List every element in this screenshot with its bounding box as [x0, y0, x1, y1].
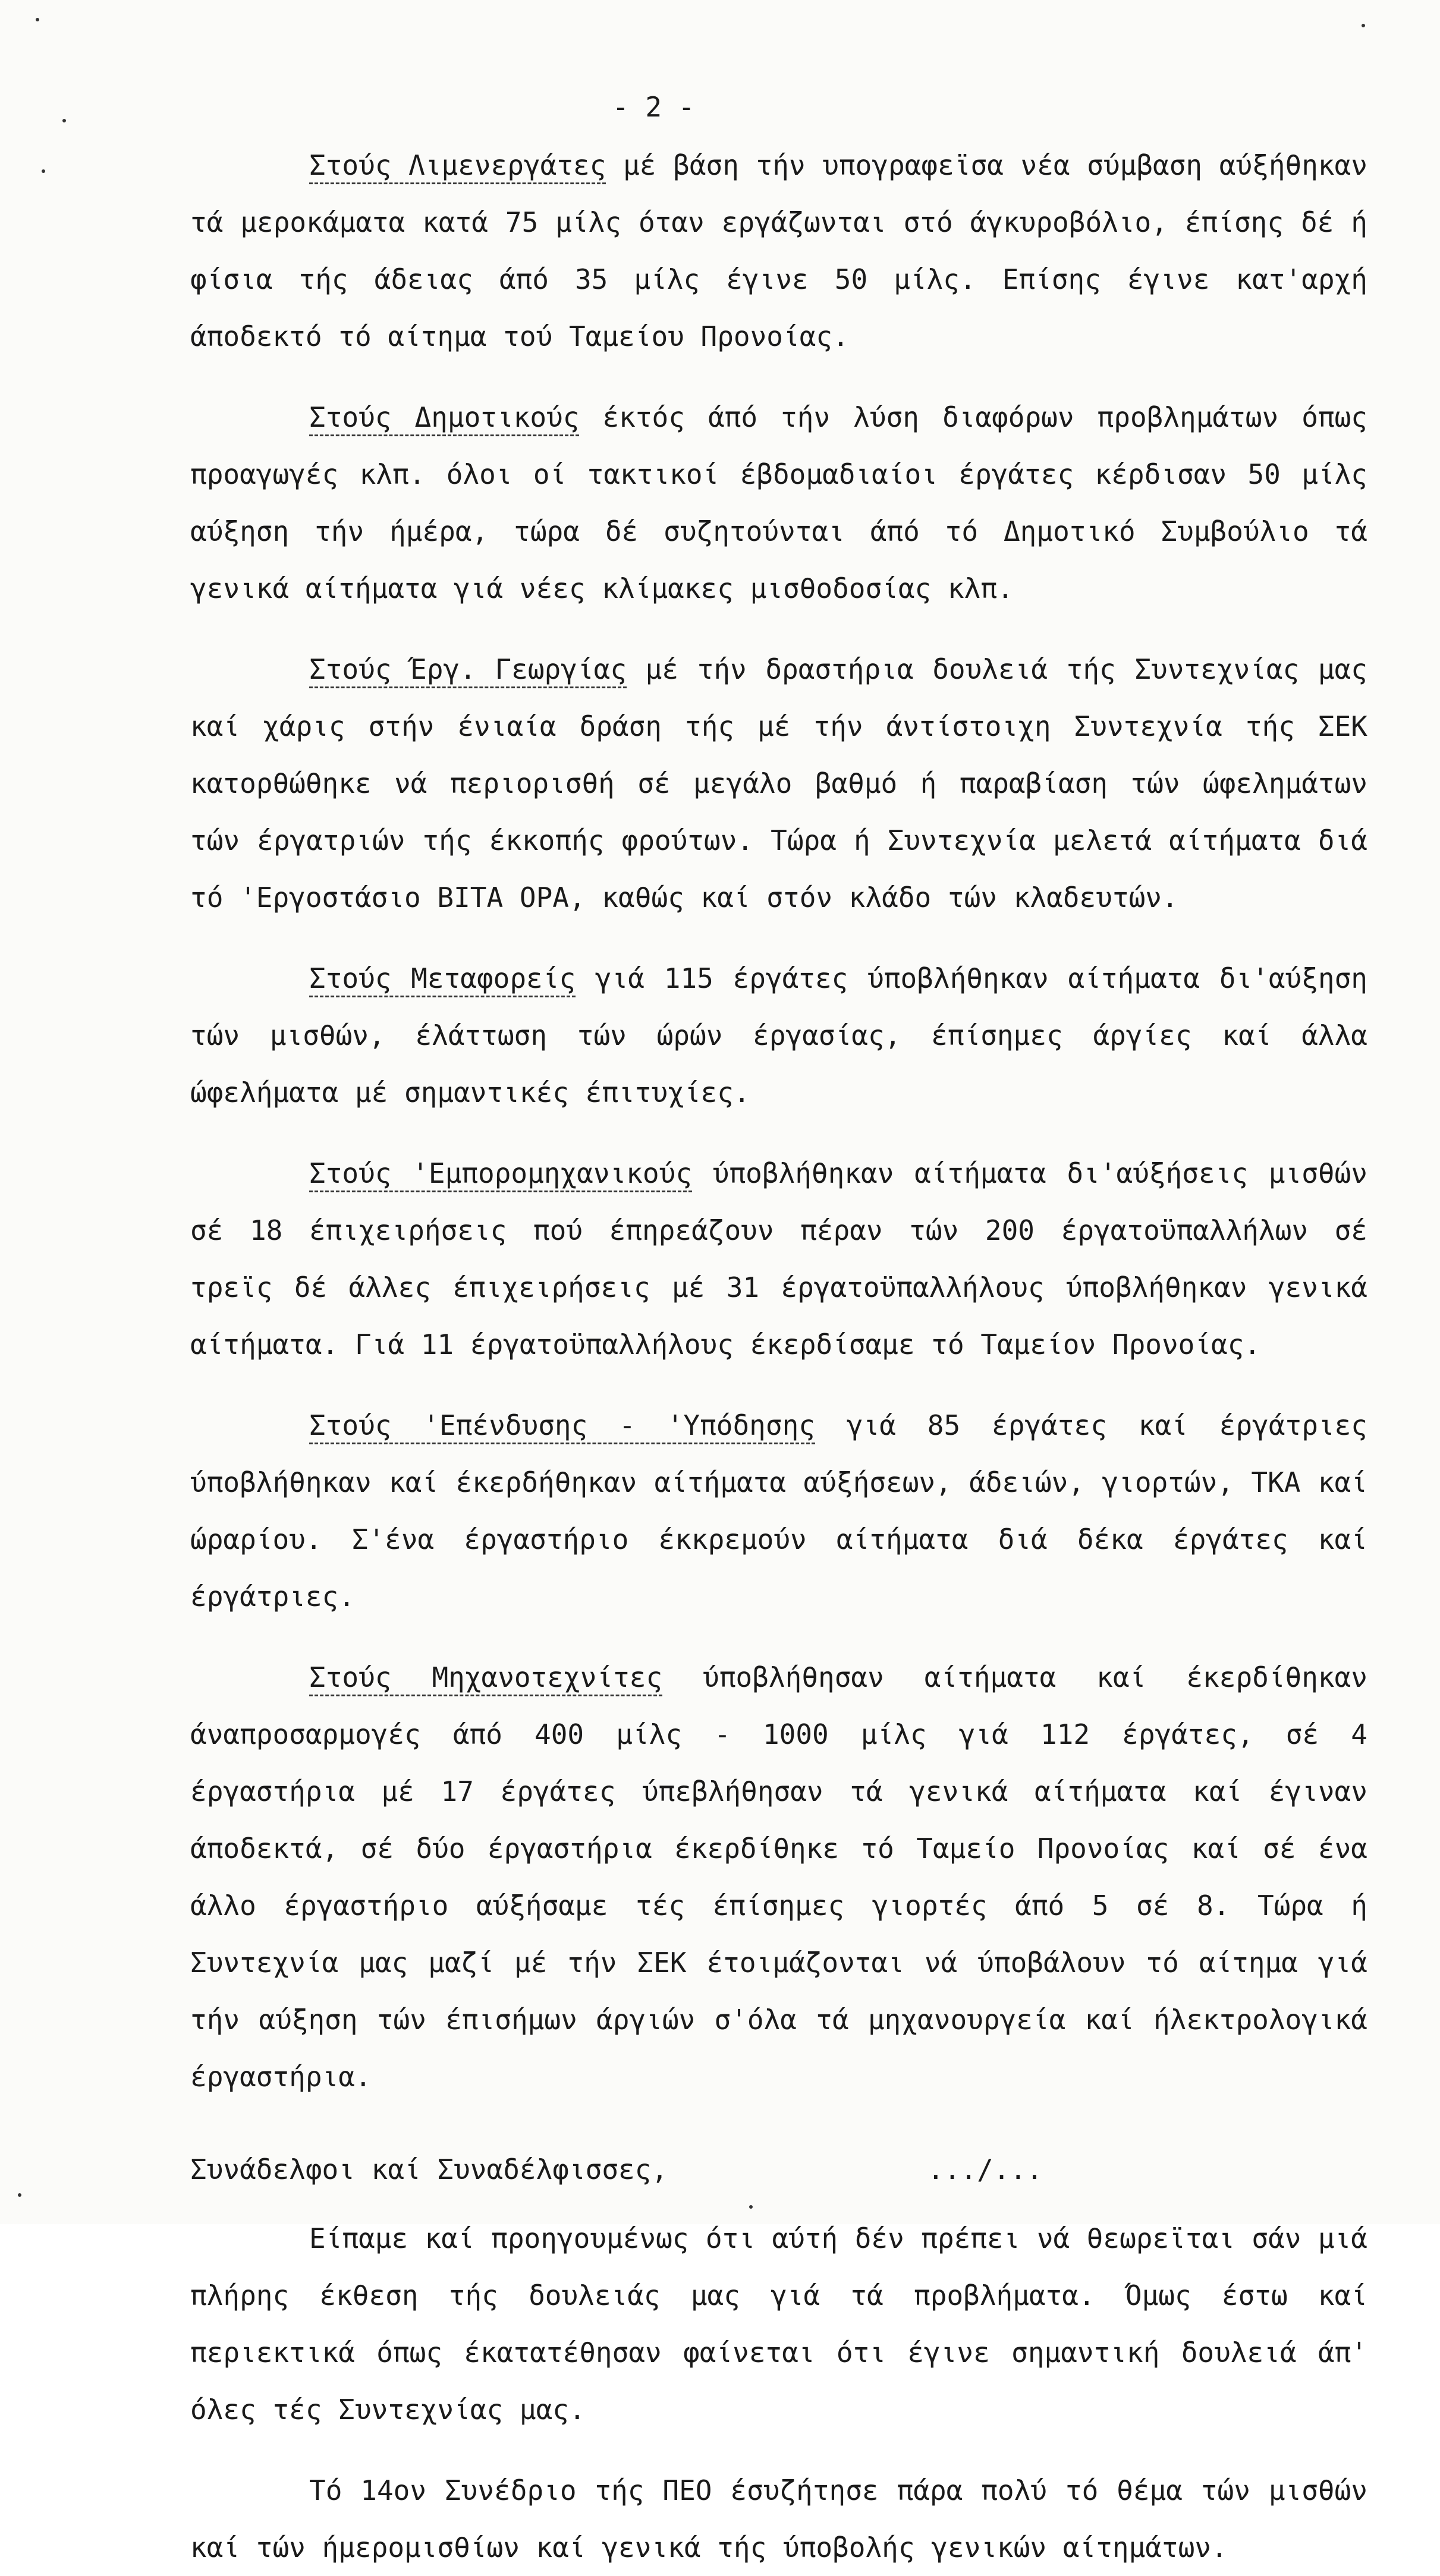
page-number: - 2 - — [612, 91, 695, 123]
paragraph-mechanics — [190, 1649, 1367, 2105]
paragraph-heading: Στούς Δημοτικούς — [309, 401, 579, 436]
paragraph-heading: Στούς Μηχανοτεχνίτες — [309, 1661, 662, 1696]
paragraph-text: ύποβλήθησαν αίτήματα καί έκερδίθηκαν άναπροσαρμογές άπό 400 μίλς - 1000 μίλς γιά 112 έργάτες, σέ 4 έργαστήρια μέ 17 έργάτες ύπεβλήθησαν τά γενικά αίτήματα καί έγιναν άποδεκτά, σέ δύο έργαστήρια έκερδίθηκε τό Ταμείο Προνοίας καί σέ ένα άλλο έργαστήριο αύξήσαμε τές έπίσημες γιορτές άπό 5 σέ 8. Τώρα ή Συντεχνία μας μαζί μέ τήν ΣΕΚ έτοιμάζονται νά ύποβάλουν τό αίτημα γιά τήν αύξηση τών έπισήμων άργιών σ'όλα τά μηχανουργεία καί ήλεκτρολογικά έργαστήρια. — [190, 1661, 1367, 2093]
continuation-mark: .../... — [927, 2153, 1043, 2185]
paragraph-transport — [190, 950, 1367, 1121]
paragraph-text: έκτός άπό τήν λύση διαφόρων προβλημάτων όπως προαγωγές κλπ. όλοι οί τακτικοί έβδομαδιαίοι έργάτες κέρδισαν 50 μίλς αύξηση τήν ήμέρα, τώρα δέ συζητούνται άπό τό Δημοτικό Συμβούλιο τά γενικά αίτήματα γιά νέες κλίμακες μισθοδοσίας κλπ. — [190, 401, 1367, 604]
paragraph-text: μέ βάση τήν υπογραφεϊσα νέα σύμβαση αύξήθηκαν τά μεροκάματα κατά 75 μίλς όταν εργάζωνται στό άγκυροβόλιο, έπίσης δέ ή φίσια τής άδειας άπό 35 μίλς έγινε 50 μίλς. Επίσης έγινε κατ'αρχή άποδεκτό τό αίτημα τού Ταμείου Προνοίας. — [190, 149, 1367, 352]
paragraph-text: γιά 85 έργάτες καί έργάτριες ύποβλήθηκαν καί έκερδήθηκαν αίτήματα αύξήσεων, άδειών, γιορτών, ΤΚΑ καί ώραρίου. Σ'ένα έργαστήριο έκκρεμούν αίτήματα διά δέκα έργάτες καί έργάτριες. — [190, 1409, 1367, 1613]
paragraph-heading: Στούς 'Εμπορομηχανικούς — [309, 1157, 692, 1192]
salutation: Συνάδελφοι καί Συναδέλφισσες, — [190, 2153, 668, 2185]
paragraph-dockworkers — [190, 137, 1367, 365]
paragraph-heading: Στούς Μεταφορείς — [309, 962, 576, 997]
paragraph-heading: Στούς Λιμενεργάτες — [309, 149, 606, 184]
paragraph-text: μέ τήν δραστήρια δουλειά τής Συντεχνίας μας καί χάρις στήν ένιαία δράση τής μέ τήν άντίστοιχη Συντεχνία τής ΣΕΚ κατορθώθηκε νά περιορισθή σέ μεγάλο βαθμό ή παραβίαση τών ώφελημάτων τών έργατριών τής έκκοπής φρούτων. Τώρα ή Συντεχνία μελετά αίτήματα διά τό 'Εργοστάσιο ΒΙΤΑ ΟΡΑ, καθώς καί στόν κλάδο τών κλαδευτών. — [190, 653, 1367, 914]
paragraph-agriculture — [190, 641, 1367, 926]
paragraph-closing-2: Τό 14ον Συνέδριο τής ΠΕΟ έσυζήτησε πάρα πολύ τό θέμα τών μισθών καί τών ήμερομισθίων καί γενικά τής ύποβολής γενικών αίτημάτων. — [190, 2474, 1367, 2564]
paragraph-municipal — [190, 389, 1367, 617]
paragraph-closing-1: Είπαμε καί προηγουμένως ότι αύτή δέν πρέπει νά θεωρεϊται σάν μιά πλήρης έκθεση τής δουλειάς μας γιά τά προβλήματα. Όμως έστω καί περιεκτικά όπως έκατατέθησαν φαίνεται ότι έγινε σημαντική δουλειά άπ' όλες τές Συντεχνίας μας. — [190, 2222, 1367, 2426]
scan-speck — [36, 18, 39, 21]
paragraph-heading: Στούς Έργ. Γεωργίας — [309, 653, 627, 688]
scan-speck — [1362, 24, 1365, 27]
body-text — [190, 137, 1367, 2576]
paragraph-text: ύποβλήθηκαν αίτήματα δι'αύξήσεις μισθών σέ 18 έπιχειρήσεις πού έπηρεάζουν πέραν τών 200 έργατοϋπαλλήλων σέ τρεϊς δέ άλλες έπιχειρήσεις μέ 31 έργατοϋπαλλήλους ύποβλήθηκαν γενικά αίτήματα. Γιά 11 έργατοϋπαλλήλους έκερδίσαμε τό Ταμείον Προνοίας. — [190, 1157, 1367, 1361]
scan-speck — [749, 2205, 753, 2209]
scan-speck — [18, 2193, 21, 2197]
paragraph-text: γιά 115 έργάτες ύποβλήθηκαν αίτήματα δι'αύξηση τών μισθών, έλάττωση τών ώρών έργασίας, έπίσημες άργίες καί άλλα ώφελήματα μέ σημαντικές έπιτυχίες. — [190, 962, 1367, 1109]
scan-speck — [62, 119, 66, 122]
paragraph-commerce — [190, 1145, 1367, 1373]
paragraph-heading: Στούς 'Επένδυσης - 'Υπόδησης — [309, 1409, 815, 1444]
scan-speck — [42, 169, 45, 173]
paragraph-clothing-footwear — [190, 1397, 1367, 1625]
